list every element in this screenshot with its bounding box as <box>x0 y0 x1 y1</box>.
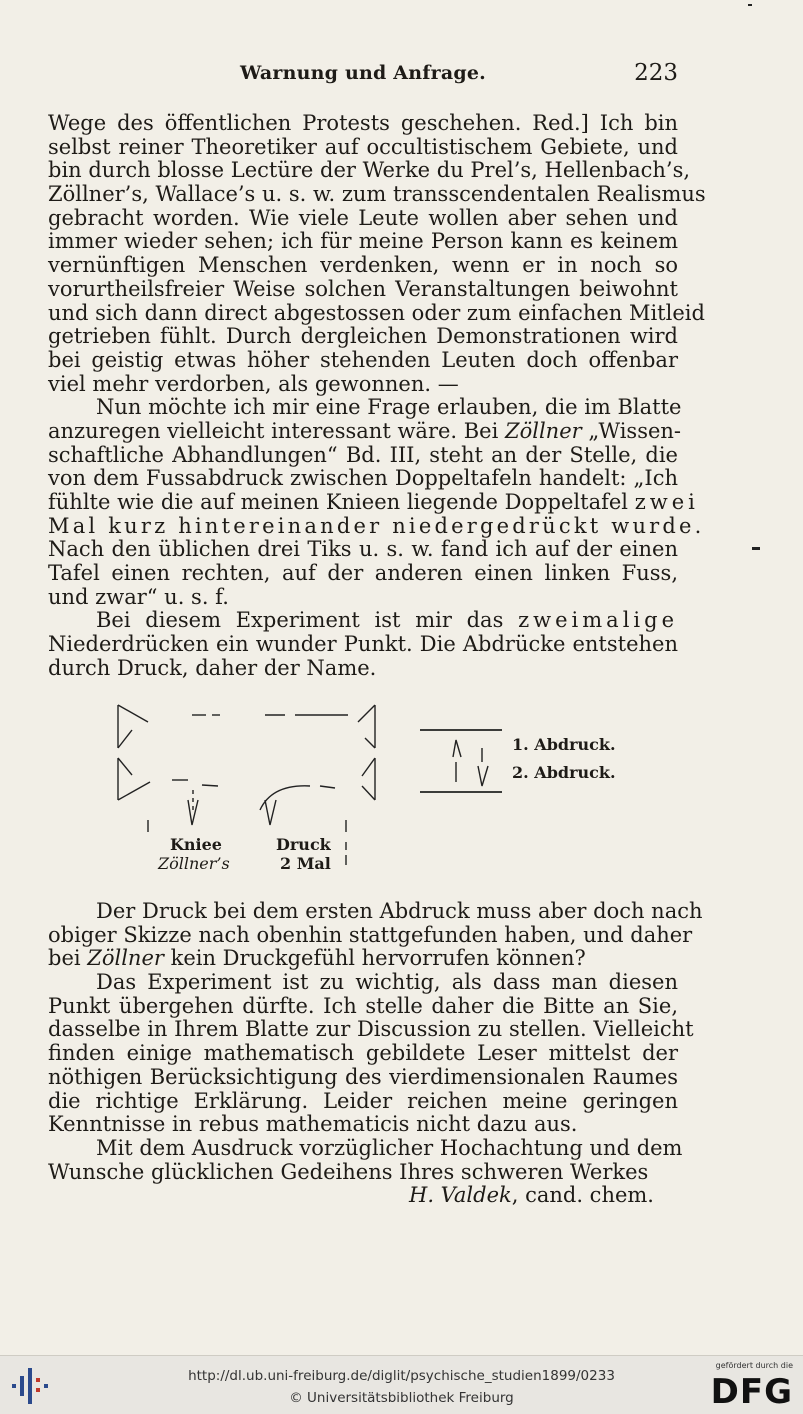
page-header <box>48 62 678 90</box>
text-line: von dem Fussabdruck zwischen Doppeltafeln handelt: „Ich <box>48 466 678 491</box>
text-line: dasselbe in Ihrem Blatte zur Discussion zu stellen. Vielleicht <box>48 1017 694 1042</box>
text-line: getrieben fühlt. Durch dergleichen Demonstrationen wird <box>48 324 678 349</box>
label-abdruck-1: 1. Abdruck. <box>512 735 616 754</box>
italic-name: Zöllner <box>505 418 582 443</box>
copyright-notice: © Universitätsbibliothek Freiburg <box>289 1390 514 1406</box>
text-line: vorurtheilsfreier Weise solchen Veranstaltungen beiwohnt <box>48 276 678 301</box>
text-line: vernünftigen Menschen verdenken, wenn er in noch so <box>48 253 678 278</box>
spaced-text: zweimalige <box>518 608 678 633</box>
text-line: selbst reiner Theoretiker auf occultistischem Gebiete, und <box>48 134 678 159</box>
margin-mark <box>748 4 752 6</box>
label-druck: Druck <box>276 835 331 854</box>
text-line: Nach den üblichen drei Tiks u. s. w. fand ich auf der einen <box>48 537 678 562</box>
dfg-logo: DFG <box>710 1372 793 1412</box>
text-line: Wege des öffentlichen Protests geschehen. Red.] Ich bin <box>48 111 678 135</box>
text-line <box>48 609 678 633</box>
text-line: Niederdrücken ein wunder Punkt. Die Abdrücke entstehen <box>48 632 678 657</box>
text-span: kein Druckgefühl hervorrufen können? <box>163 946 586 971</box>
text-line: bin durch blosse Lectüre der Werke du Prel’s, Hellenbach’s, <box>48 158 691 183</box>
text-line: nöthigen Berücksichtigung des vierdimensionalen Raumes <box>48 1064 678 1089</box>
label-2-mal: 2 Mal <box>280 854 331 873</box>
text-line: die richtige Erklärung. Leider reichen meine geringen <box>48 1088 678 1113</box>
text-line: Das Experiment ist zu wichtig, als dass man diesen <box>96 970 678 995</box>
italic-name: Zöllner <box>87 946 164 971</box>
text-line: bei geistig etwas höher stehenden Leuten doch offenbar <box>48 347 678 372</box>
main-text-continued <box>48 899 703 1208</box>
signature-line <box>48 1184 678 1208</box>
sketch-figure <box>110 700 640 880</box>
text-line <box>48 490 699 515</box>
label-zoellner: Zöllner’s <box>158 854 230 873</box>
text-span: „Wissen- <box>581 418 682 443</box>
text-line: immer wieder sehen; ich für meine Person kann es keinem <box>48 229 678 254</box>
text-line: Punkt übergehen dürfte. Ich stelle daher die Bitte an Sie, <box>48 993 678 1018</box>
signature-name: H. Valdek <box>409 1183 512 1208</box>
text-line: und zwar“ u. s. f. <box>48 584 229 609</box>
page-number: 223 <box>634 60 678 86</box>
main-text <box>48 111 706 681</box>
text-line: Mit dem Ausdruck vorzüglicher Hochachtung und dem <box>96 1135 683 1160</box>
text-line: Tafel einen rechten, auf der anderen einen linken Fuss, <box>48 561 678 586</box>
text-line: Der Druck bei dem ersten Abdruck muss aber doch nach <box>96 899 703 923</box>
text-line: gebracht worden. Wie viele Leute wollen aber sehen und <box>48 205 678 230</box>
text-span: bei <box>48 946 88 971</box>
text-line: durch Druck, daher der Name. <box>48 655 377 680</box>
text-line <box>48 947 678 971</box>
text-line: Nun möchte ich mir eine Frage erlauben, die im Blatte <box>96 395 682 420</box>
text-span: Bei diesem Experiment ist mir das <box>96 608 519 633</box>
label-abdruck-2: 2. Abdruck. <box>512 763 616 782</box>
text-line: Zöllner’s, Wallace’s u. s. w. zum transscendentalen Realismus <box>48 182 706 207</box>
text-line: obiger Skizze nach obenhin stattgefunden haben, und daher <box>48 922 693 947</box>
text-line <box>48 418 682 444</box>
text-line: und sich dann direct abgestossen oder zum einfachen Mitleid <box>48 300 705 325</box>
text-line: Kenntnisse in rebus mathematicis nicht dazu aus. <box>48 1112 578 1137</box>
permalink[interactable]: http://dl.ub.uni-freiburg.de/diglit/psychische_studien1899/0233 <box>188 1368 615 1384</box>
text-line: finden einige mathematisch gebildete Leser mittelst der <box>48 1041 678 1066</box>
dfg-tagline: gefördert durch die <box>715 1361 793 1370</box>
text-span: anzuregen vielleicht interessant wäre. Bei <box>48 418 506 443</box>
running-title: Warnung und Anfrage. <box>240 62 486 84</box>
signature-title: , cand. chem. <box>511 1183 654 1208</box>
text-line: viel mehr verdorben, als gewonnen. — <box>48 371 459 396</box>
label-kniee: Kniee <box>170 835 222 854</box>
text-line: schaftliche Abhandlungen“ Bd. III, steht an der Stelle, die <box>48 442 678 467</box>
viewer-footer <box>0 1355 803 1414</box>
spaced-text: zwei <box>634 490 699 514</box>
text-line: Mal kurz hintereinander niedergedrückt wurde. <box>48 513 705 538</box>
text-span: fühlte wie die auf meinen Knieen liegende Doppeltafel <box>48 490 635 514</box>
text-line: Wunsche glücklichen Gedeihens Ihres schweren Werkes <box>48 1159 649 1184</box>
margin-mark <box>752 547 760 550</box>
